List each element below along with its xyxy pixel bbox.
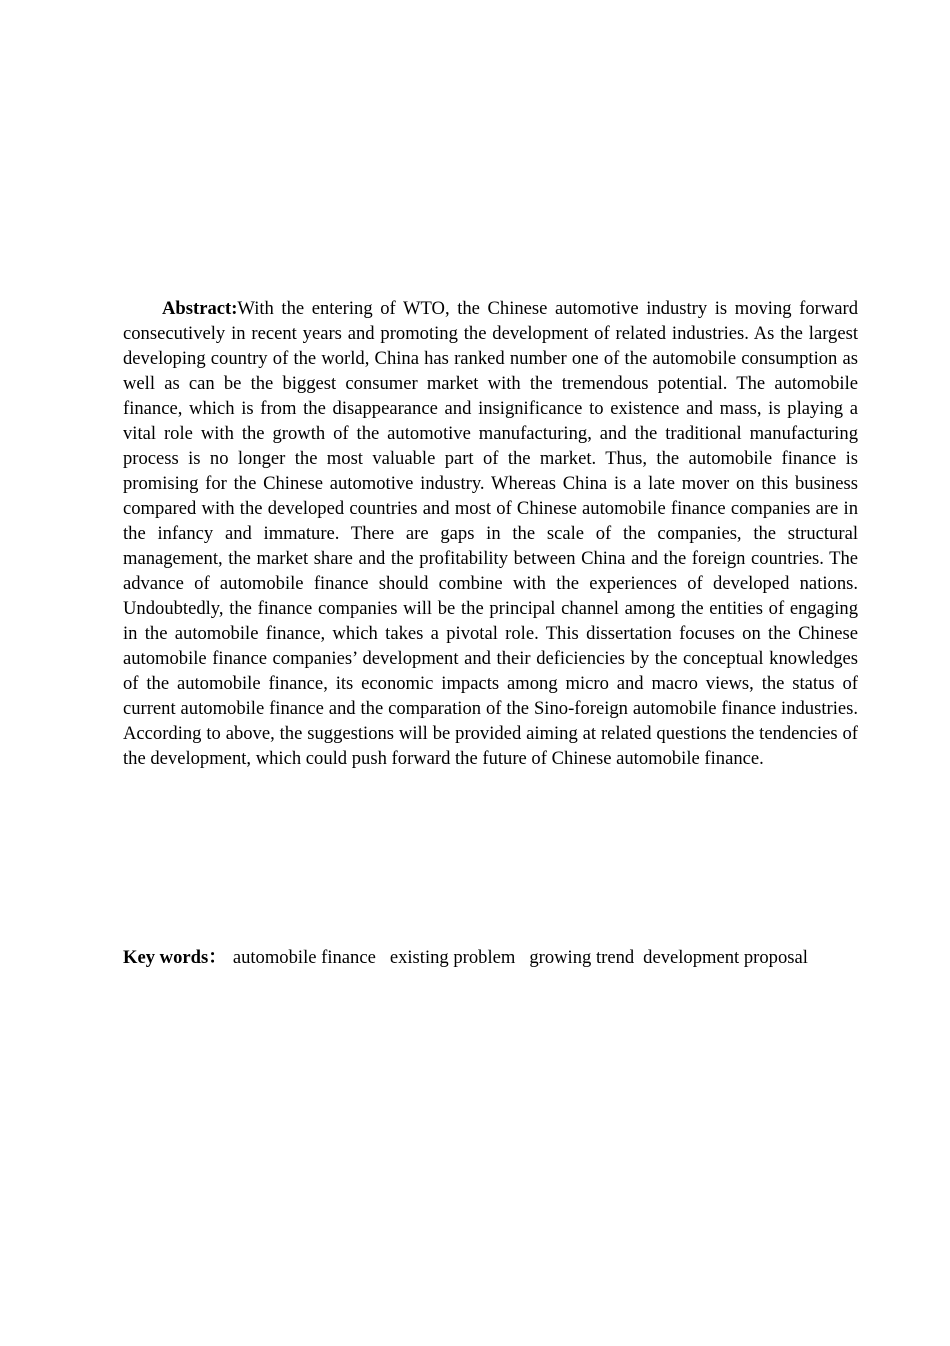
keyword-item: growing trend <box>529 947 635 968</box>
keywords-label: Key words <box>123 947 209 968</box>
abstract-body: With the entering of WTO, the Chinese automotive industry is moving forward consecutively in recent years and promoting the development of related industries. As the largest developing country of the world, China has ranked number one of the automobile consumption as well as can be the biggest consumer market with the tremendous potential. The automobile finance, which is from the disappearance and insignificance to existence and mass, is playing a vital role with the growth of the automotive manufacturing, and the traditional manufacturing process is no longer the most valuable part of the market. Thus, the automobile finance is promising for the Chinese automotive industry. Whereas China is a late mover on this business compared with the developed countries and most of Chinese automobile finance companies are in the infancy and immature. There are gaps in the scale of the companies, the structural management, the market share and the profitability between China and the foreign countries. The advance of automobile finance should combine with the experiences of developed nations. Undoubtedly, the finance companies will be the principal channel among the entities of engaging in the automobile finance, which takes a pivotal role. This dissertation focuses on the Chinese automobile finance companies’ development and their deficiencies by the conceptual knowledges of the automobile finance, its economic impacts among micro and macro views, the status of current automobile finance and the comparation of the Sino-foreign automobile finance industries. According to above, the suggestions will be provided aiming at related questions the tendencies of the development, which could push forward the future of Chinese automobile finance. <box>123 298 858 769</box>
keyword-item: existing problem <box>389 947 516 968</box>
abstract-paragraph <box>123 296 858 771</box>
keyword-item: automobile finance <box>232 947 376 968</box>
keywords-colon: ： <box>208 947 227 968</box>
keywords-line <box>123 945 883 970</box>
abstract-label: Abstract: <box>162 298 238 319</box>
keyword-item: development proposal <box>643 947 808 968</box>
